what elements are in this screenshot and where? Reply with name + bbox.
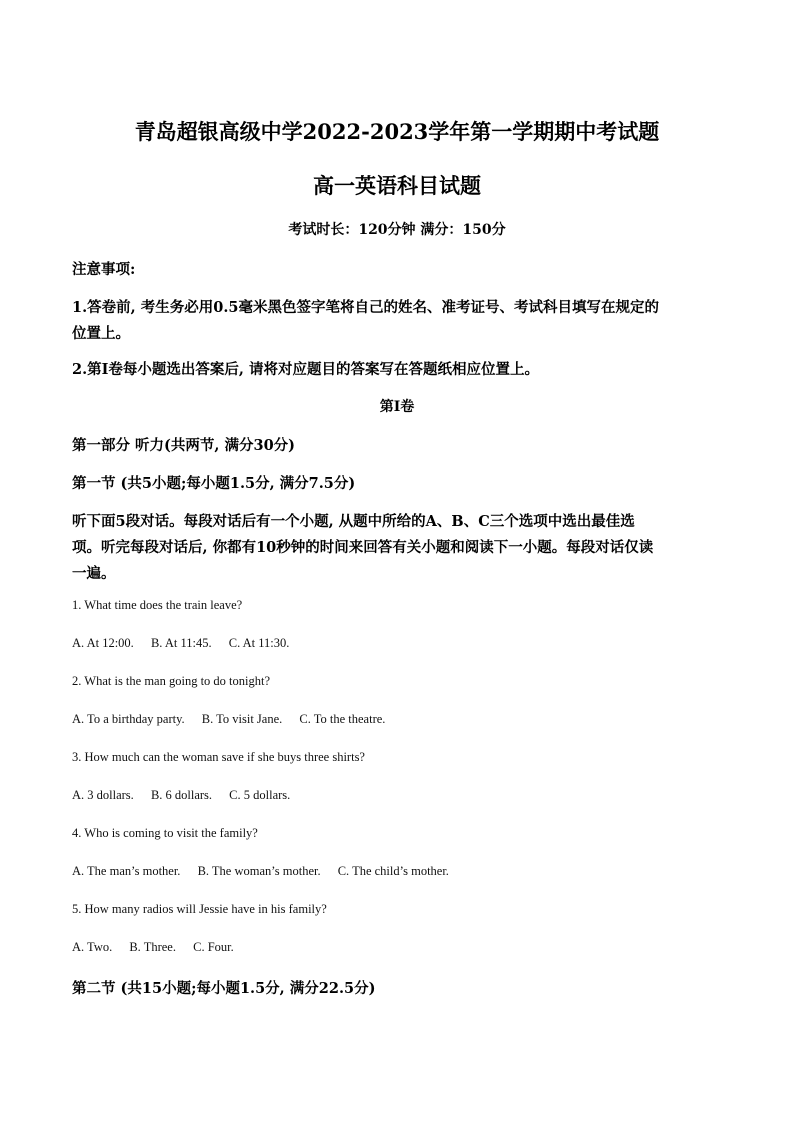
option-c: C. Four. <box>193 940 234 954</box>
instructions-line-2: 项。听完每段对话后, 你都有10秒钟的时间来回答有关小题和阅读下一小题。每段对话仅读 <box>72 539 654 556</box>
option-c: C. The child’s mother. <box>337 864 449 878</box>
option-b: B. 6 dollars. <box>150 788 213 802</box>
exam-info: 考试时长：120分钟 满分：150分 <box>288 222 506 238</box>
question-2: 2. What is the man going to do tonight? <box>72 674 271 688</box>
option-a: A. 3 dollars. <box>72 788 134 802</box>
question-4: 4. Who is coming to visit the family? <box>72 826 258 840</box>
question-4-options <box>72 864 463 879</box>
question-5-options <box>72 940 248 955</box>
question-3-options <box>72 788 304 803</box>
instructions-line-3: 一遍。 <box>72 565 116 582</box>
option-a: A. Two. <box>72 940 113 954</box>
instructions-line-1: 听下面5段对话。每段对话后有一个小题, 从题中所给的A、B、C三个选项中选出最佳选 <box>72 513 635 530</box>
exam-subtitle: 高一英语科目试题 <box>313 173 481 198</box>
note-item-1-cont: 位置上。 <box>72 325 130 342</box>
volume-heading: 第Ⅰ卷 <box>379 399 415 415</box>
section2-heading: 第二节 (共15小题;每小题1.5分, 满分22.5分) <box>72 980 376 997</box>
option-c: C. At 11:30. <box>228 636 290 650</box>
question-3: 3. How much can the woman save if she buys three shirts? <box>72 750 365 764</box>
option-b: B. To visit Jane. <box>201 712 283 726</box>
option-b: B. At 11:45. <box>150 636 212 650</box>
option-b: B. Three. <box>129 940 176 954</box>
option-a: A. The man’s mother. <box>72 864 181 878</box>
option-a: A. To a birthday party. <box>72 712 185 726</box>
option-c: C. 5 dollars. <box>229 788 291 802</box>
question-1: 1. What time does the train leave? <box>72 598 243 612</box>
part1-heading: 第一部分 听力(共两节, 满分30分) <box>72 437 296 454</box>
option-b: B. The woman’s mother. <box>197 864 321 878</box>
question-5: 5. How many radios will Jessie have in his family? <box>72 902 327 916</box>
exam-title: 青岛超银高级中学2022-2023学年第一学期期中考试题 <box>134 119 660 144</box>
option-a: A. At 12:00. <box>72 636 134 650</box>
question-1-options <box>72 636 303 651</box>
note-item-2: 2.第Ⅰ卷每小题选出答案后, 请将对应题目的答案写在答题纸相应位置上。 <box>72 361 540 378</box>
question-2-options <box>72 712 399 727</box>
option-c: C. To the theatre. <box>299 712 386 726</box>
section1-heading: 第一节 (共5小题;每小题1.5分, 满分7.5分) <box>72 475 356 492</box>
notes-heading: 注意事项: <box>72 261 136 278</box>
note-item-1: 1.答卷前, 考生务必用0.5毫米黑色签字笔将自己的姓名、准考证号、考试科目填写在规定的 <box>72 299 659 316</box>
